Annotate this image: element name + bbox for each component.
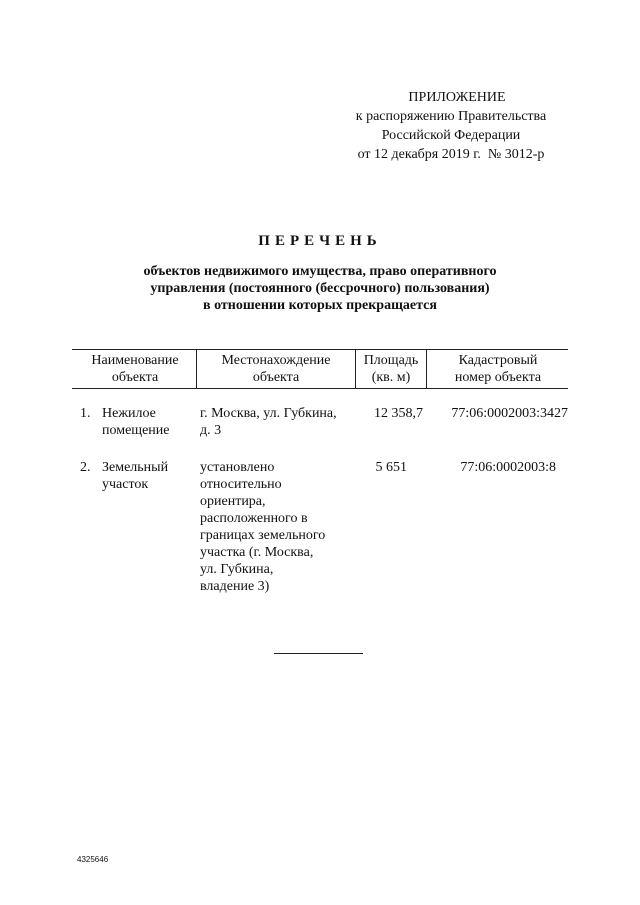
appendix-line-order: к распоряжению Правительства <box>355 109 547 124</box>
header-location <box>200 352 352 386</box>
header-name-line-2: объекта <box>111 370 159 385</box>
row-1-name-line-1: Нежилое <box>102 406 156 421</box>
table-row-2-area: 5 651 <box>375 460 407 475</box>
header-cadastral <box>428 352 568 386</box>
header-location-line-2: объекта <box>252 370 300 385</box>
subtitle-line-1: объектов недвижимого имущества, право оперативного <box>143 264 497 279</box>
header-area-line-2: (кв. м) <box>371 370 411 385</box>
table-divider-1 <box>196 349 197 388</box>
row-2-location-line-1: установлено <box>200 460 275 475</box>
row-2-location-line-5: границах земельного <box>200 528 326 543</box>
appendix-block <box>320 88 582 164</box>
table-row-1-number: 1. <box>80 406 91 421</box>
header-cadastral-line-2: номер объекта <box>454 370 542 385</box>
appendix-heading: ПРИЛОЖЕНИЕ <box>408 90 506 105</box>
row-2-location-line-2: относительно <box>200 477 282 492</box>
table-row-1-location <box>200 405 337 439</box>
table-row-2-cadastral: 77:06:0002003:8 <box>460 460 556 475</box>
header-area <box>357 352 425 386</box>
header-location-line-1: Местонахождение <box>221 353 331 368</box>
footer-document-number: 4325646 <box>77 855 109 864</box>
row-1-location-line-2: д. 3 <box>200 423 222 438</box>
table-row-1-cadastral: 77:06:0002003:3427 <box>451 406 568 421</box>
appendix-line-government: Российской Федерации <box>381 128 521 143</box>
end-of-document-rule <box>274 653 363 654</box>
row-2-location-line-6: участка (г. Москва, <box>200 545 314 560</box>
table-row-2-location <box>200 459 325 595</box>
header-cadastral-line-1: Кадастровый <box>458 353 538 368</box>
table-row-2-number: 2. <box>80 460 91 475</box>
header-area-line-1: Площадь <box>363 353 419 368</box>
header-name-line-1: Наименование <box>91 353 179 368</box>
row-1-location-line-1: г. Москва, ул. Губкина, <box>200 406 337 421</box>
table-header-rule <box>72 388 568 389</box>
table-row-1-name <box>102 405 170 439</box>
subtitle-line-2: управления (постоянного (бессрочного) пользования) <box>150 281 490 296</box>
row-2-location-line-7: ул. Губкина, <box>200 562 274 577</box>
table-divider-3 <box>426 349 427 388</box>
appendix-line-date-number: от 12 декабря 2019 г. № 3012-р <box>357 147 545 162</box>
header-name <box>80 352 190 386</box>
table-row-2-name <box>102 459 168 493</box>
row-2-location-line-3: ориентира, <box>200 494 266 509</box>
table-top-rule <box>72 349 568 350</box>
row-2-name-line-1: Земельный <box>102 460 169 475</box>
table-divider-2 <box>355 349 356 388</box>
row-1-name-line-2: помещение <box>102 423 170 438</box>
table-row-1-area: 12 358,7 <box>374 406 423 421</box>
document-title: ПЕРЕЧЕНЬ <box>258 233 382 249</box>
subtitle-line-3: в отношении которых прекращается <box>203 298 437 313</box>
row-2-location-line-8: владение 3) <box>200 579 270 594</box>
row-2-name-line-2: участок <box>102 477 149 492</box>
document-subtitle <box>0 263 640 314</box>
row-2-location-line-4: расположенного в <box>200 511 308 526</box>
